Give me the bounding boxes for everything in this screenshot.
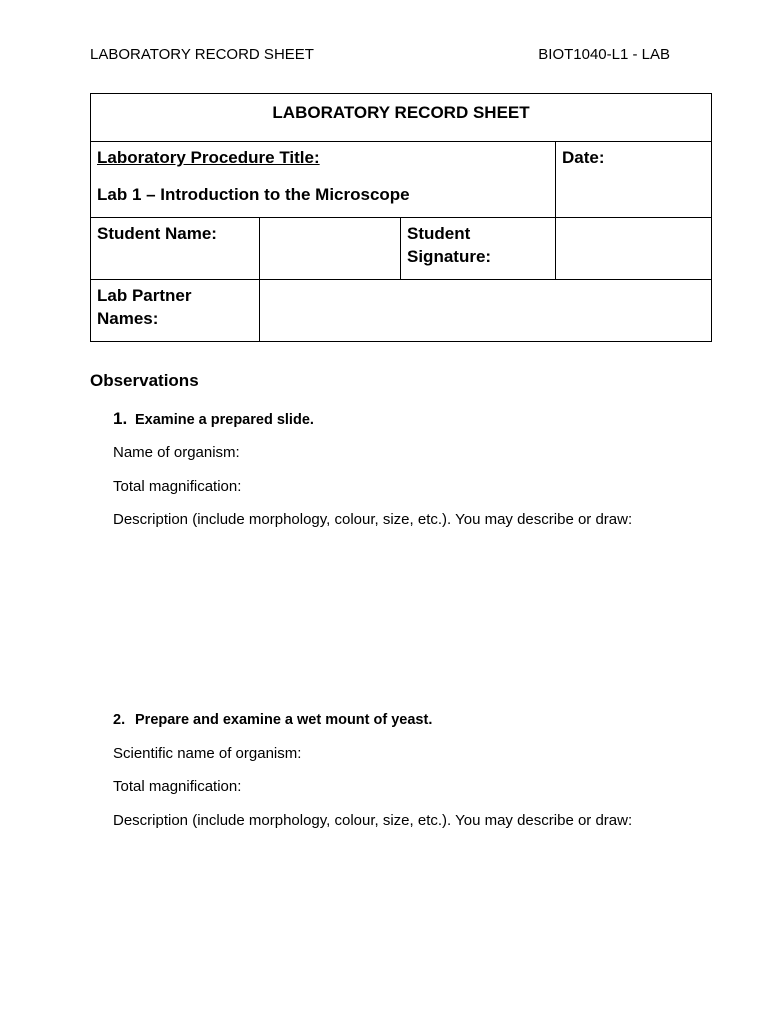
student-name-label-cell — [91, 218, 260, 280]
observation-1-title-text: Examine a prepared slide. — [135, 412, 314, 428]
observation-2-title — [113, 712, 432, 728]
date-cell[interactable] — [556, 142, 712, 218]
date-label: Date: — [562, 148, 605, 167]
running-header — [90, 46, 670, 66]
header-right-text: BIOT1040-L1 - LAB — [538, 46, 670, 63]
student-signature-label-cell — [401, 218, 556, 280]
observation-2-total-magnification-field[interactable]: Total magnification: — [113, 778, 242, 795]
observations-heading: Observations — [90, 371, 199, 390]
lab-partner-label-cell — [91, 280, 260, 342]
header-left-text: LABORATORY RECORD SHEET — [90, 46, 314, 63]
procedure-title-value: Lab 1 – Introduction to the Microscope — [97, 185, 410, 204]
record-table-title: LABORATORY RECORD SHEET — [91, 94, 712, 142]
observation-1-total-magnification-field[interactable]: Total magnification: — [113, 478, 242, 495]
student-name-field[interactable] — [260, 218, 401, 280]
procedure-title-cell — [91, 142, 556, 218]
lab-partner-label-line2: Names: — [97, 309, 159, 328]
student-signature-field[interactable] — [556, 218, 712, 280]
observation-2-number: 2. — [113, 712, 126, 728]
observation-1-organism-name-field[interactable]: Name of organism: — [113, 444, 240, 461]
lab-partner-label-line1: Lab Partner — [97, 286, 192, 305]
student-signature-label-line1: Student — [407, 224, 471, 243]
observation-2-scientific-name-field[interactable]: Scientific name of organism: — [113, 745, 302, 762]
lab-partner-names-field[interactable] — [260, 280, 712, 342]
observation-2-title-text: Prepare and examine a wet mount of yeast. — [135, 712, 433, 728]
observation-1-title — [113, 409, 314, 429]
student-name-label: Student Name: — [97, 224, 217, 243]
procedure-title-label: Laboratory Procedure Title: — [97, 148, 320, 167]
observation-2-description-field[interactable]: Description (include morphology, colour, size, etc.). You may describe or draw: — [113, 812, 633, 829]
laboratory-record-table — [90, 93, 712, 342]
observation-1-description-field[interactable]: Description (include morphology, colour, size, etc.). You may describe or draw: — [113, 511, 633, 528]
observation-1-number: 1. — [113, 409, 128, 428]
student-signature-label-line2: Signature: — [407, 247, 492, 266]
